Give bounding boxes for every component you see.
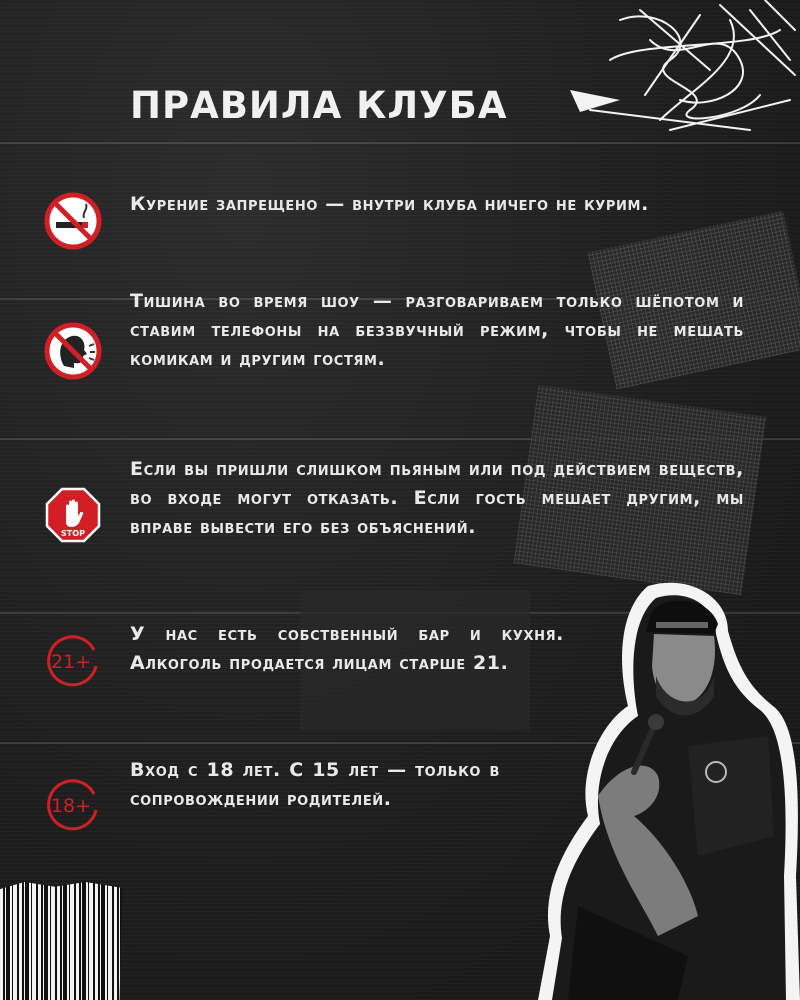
no-talking-icon xyxy=(44,322,102,380)
rule-entry-age: Вход с 18 лет. С 15 лет — только в сопровождении родителей. xyxy=(130,759,500,810)
barcode-decoration xyxy=(0,882,122,1000)
rule-intoxication: Если вы пришли слишком пьяным или под действием веществ, во входе могут отказать. Если гость мешает другим, мы вправе вывести его без объяснений. xyxy=(130,458,744,538)
stop-sign-icon xyxy=(44,486,102,544)
rule-no-smoking: Курение запрещено — внутри клуба ничего не курим. xyxy=(130,193,649,215)
age-18-icon xyxy=(44,776,102,834)
no-smoking-icon xyxy=(44,192,102,250)
comedian-photo xyxy=(538,576,800,1000)
age-18-label: 18+ xyxy=(50,795,92,817)
age-21-label: 21+ xyxy=(50,651,92,673)
scribble-decoration xyxy=(550,0,800,150)
age-21-icon xyxy=(44,632,102,690)
stop-label: STOP xyxy=(61,529,85,538)
rule-silence: Тишина во время шоу — разговариваем только шёпотом и ставим телефоны на беззвучный режим, чтобы не мешать комикам и другим гостям. xyxy=(130,290,744,370)
rule-bar: У нас есть собственный бар и кухня. Алкоголь продается лицам старше 21. xyxy=(130,623,564,674)
page-title: ПРАВИЛА КЛУБА xyxy=(130,84,508,127)
